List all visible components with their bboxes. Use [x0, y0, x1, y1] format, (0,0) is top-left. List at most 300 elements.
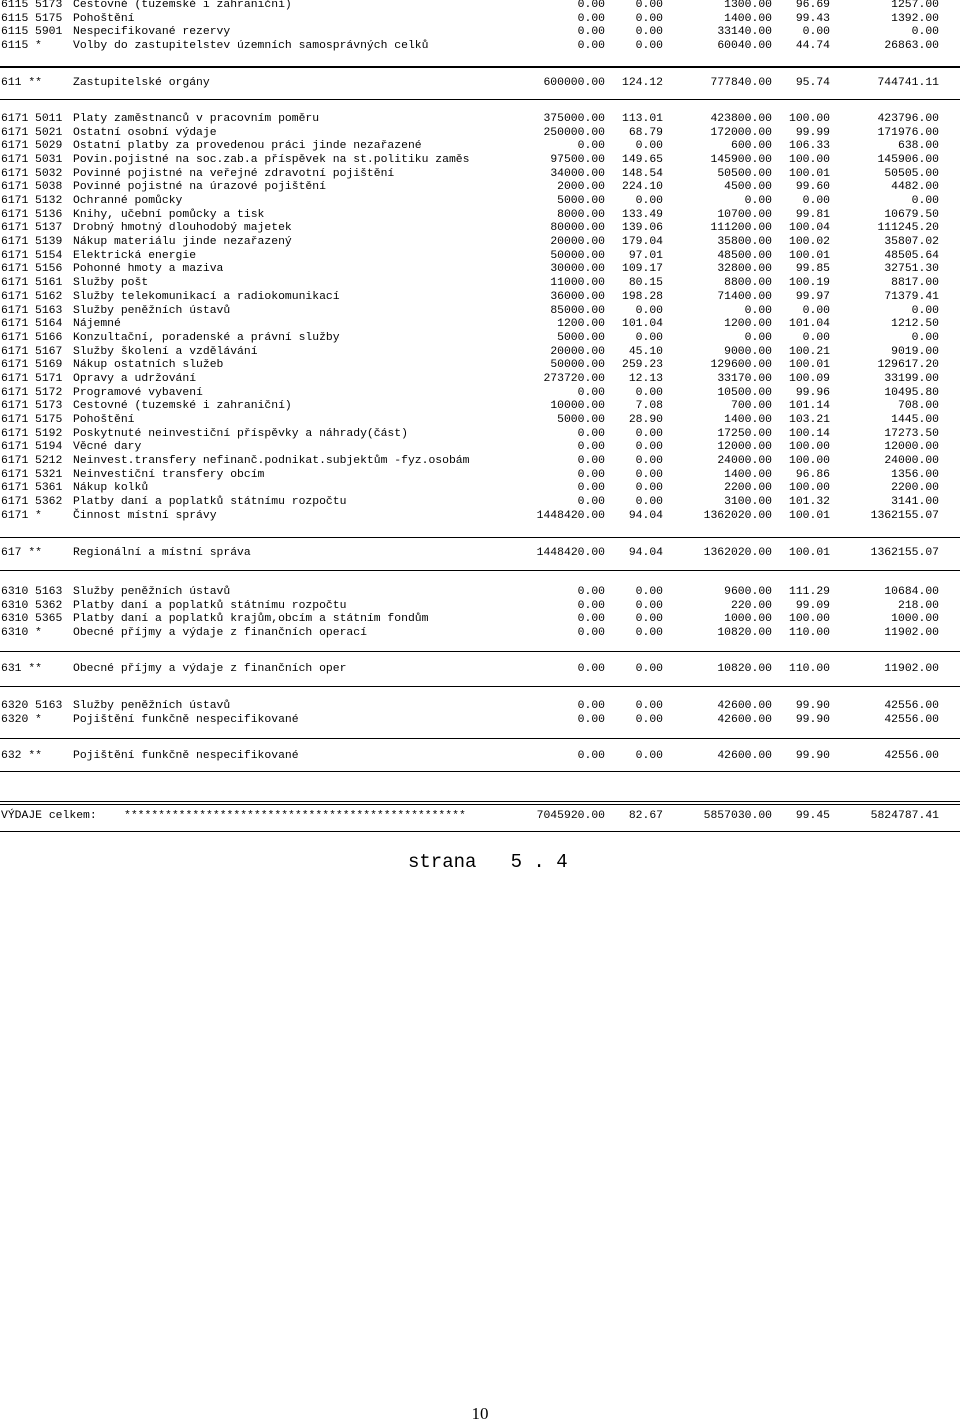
table-row	[0, 209, 960, 222]
actual-spending: 1000.00	[891, 613, 939, 626]
budget-adjusted: 1200.00	[724, 318, 772, 331]
percent-adjusted: 101.14	[788, 400, 830, 413]
paragraph-code: 6310	[1, 613, 29, 626]
budget-approved: 20000.00	[550, 236, 605, 249]
percent-adjusted: 110.00	[788, 663, 830, 675]
budget-adjusted: 1400.00	[724, 413, 772, 426]
budget-adjusted: 9000.00	[724, 345, 772, 358]
budget-approved: 1200.00	[557, 318, 605, 331]
paragraph-code: 6171	[1, 236, 29, 249]
paragraph-code: 6171	[1, 345, 29, 358]
paragraph-code: 6171	[1, 167, 29, 180]
budget-approved: 0.00	[577, 627, 605, 640]
item-code: 5163	[35, 586, 63, 598]
table-row	[0, 0, 960, 12]
percent-approved: 0.00	[635, 140, 663, 153]
budget-adjusted: 0.00	[744, 331, 772, 344]
budget-adjusted: 33170.00	[717, 372, 772, 385]
group-total-row	[0, 750, 960, 763]
paragraph-code: 6171	[1, 304, 29, 317]
budget-approved: 20000.00	[550, 345, 605, 358]
actual-spending: 708.00	[897, 400, 939, 413]
budget-approved: 85000.00	[550, 304, 605, 317]
percent-approved: 12.13	[628, 372, 663, 385]
paragraph-code: 6115	[1, 12, 29, 25]
actual-spending: 26863.00	[884, 40, 939, 53]
budget-approved: 600000.00	[543, 77, 605, 89]
divider	[0, 738, 960, 739]
budget-approved: 0.00	[577, 386, 605, 399]
budget-approved: 0.00	[577, 12, 605, 25]
percent-adjusted: 44.74	[795, 40, 830, 53]
actual-spending: 145906.00	[877, 154, 939, 167]
budget-approved: 50000.00	[550, 359, 605, 372]
actual-spending: 11902.00	[884, 663, 939, 675]
item-name: Volby do zastupitelstev územních samosprávných celků	[73, 40, 429, 53]
budget-approved: 250000.00	[543, 126, 605, 139]
item-name: Cestovné (tuzemské i zahraniční)	[73, 400, 292, 413]
actual-spending: 1362155.07	[870, 547, 939, 559]
budget-adjusted: 35800.00	[717, 236, 772, 249]
budget-adjusted: 50500.00	[717, 167, 772, 180]
item-name: Neinvestiční transfery obcím	[73, 468, 265, 481]
item-name: Poskytnuté neinvestiční příspěvky a náhrady(část)	[73, 427, 408, 440]
divider	[0, 66, 960, 68]
divider	[0, 804, 960, 805]
item-code: 5362	[35, 496, 63, 509]
budget-adjusted: 3100.00	[724, 496, 772, 509]
budget-adjusted: 10820.00	[717, 663, 772, 675]
actual-spending: 1392.00	[891, 12, 939, 25]
paragraph-code: 6171	[1, 126, 29, 139]
budget-approved: 0.00	[577, 613, 605, 626]
table-row	[0, 263, 960, 276]
item-name: Nákup ostatních služeb	[73, 359, 224, 372]
paragraph-code: 6320	[1, 700, 29, 712]
actual-spending: 71379.41	[884, 290, 939, 303]
item-name: Platby daní a poplatků státnímu rozpočtu	[73, 599, 347, 612]
item-code: *	[35, 713, 42, 726]
item-name: Věcné dary	[73, 441, 142, 454]
percent-approved: 149.65	[621, 154, 663, 167]
item-name: Opravy a udržování	[73, 372, 197, 385]
group-total-row	[0, 547, 960, 560]
budget-adjusted: 129600.00	[710, 359, 772, 372]
table-row	[0, 318, 960, 331]
actual-spending: 10495.80	[884, 386, 939, 399]
actual-spending: 17273.50	[884, 427, 939, 440]
percent-adjusted: 100.02	[788, 236, 830, 249]
budget-adjusted: 1400.00	[724, 468, 772, 481]
actual-spending: 50505.00	[884, 167, 939, 180]
paragraph-code: 6171	[1, 372, 29, 385]
item-code: 5029	[35, 140, 63, 153]
actual-spending: 1362155.07	[870, 509, 939, 522]
item-name: Neinvest.transfery nefinanč.podnikat.subjektům -fyz.osobám	[73, 455, 470, 467]
budget-adjusted: 145900.00	[710, 154, 772, 167]
table-row	[0, 428, 960, 441]
budget-approved: 2000.00	[557, 181, 605, 194]
percent-approved: 0.00	[635, 455, 663, 467]
percent-adjusted: 100.00	[788, 613, 830, 626]
budget-adjusted: 17250.00	[717, 427, 772, 440]
percent-approved: 0.00	[635, 750, 663, 762]
paragraph-code: 6171	[1, 140, 29, 153]
grand-total-row	[0, 810, 960, 823]
budget-approved: 0.00	[577, 427, 605, 440]
percent-approved: 0.00	[635, 586, 663, 598]
budget-adjusted: 4500.00	[724, 181, 772, 194]
paragraph-code: 6171	[1, 441, 29, 454]
actual-spending: 423796.00	[877, 113, 939, 125]
percent-adjusted: 99.60	[795, 181, 830, 194]
percent-adjusted: 100.00	[788, 441, 830, 454]
percent-adjusted: 99.90	[795, 750, 830, 762]
paragraph-code: 6115	[1, 40, 29, 53]
table-row	[0, 236, 960, 249]
budget-approved: 0.00	[577, 663, 605, 675]
group-code: 611 **	[1, 77, 43, 89]
budget-approved: 0.00	[577, 599, 605, 612]
budget-approved: 34000.00	[550, 167, 605, 180]
percent-adjusted: 100.00	[788, 482, 830, 495]
table-row	[0, 305, 960, 318]
group-code: 617 **	[1, 547, 43, 559]
percent-adjusted: 96.69	[795, 0, 830, 11]
table-row	[0, 482, 960, 495]
page-section-label: strana 5 . 4	[408, 851, 568, 873]
percent-approved: 7.08	[635, 400, 663, 413]
table-row	[0, 613, 960, 626]
percent-adjusted: 99.90	[795, 713, 830, 726]
actual-spending: 8817.00	[891, 277, 939, 290]
table-row	[0, 700, 960, 713]
divider	[0, 99, 960, 100]
percent-adjusted: 99.99	[795, 126, 830, 139]
percent-approved: 0.00	[635, 700, 663, 712]
group-total-row	[0, 663, 960, 676]
paragraph-code: 6171	[1, 359, 29, 372]
percent-approved: 133.49	[621, 208, 663, 221]
paragraph-code: 6171	[1, 249, 29, 262]
percent-adjusted: 0.00	[802, 195, 830, 208]
item-name: Zastupitelské orgány	[73, 77, 210, 89]
item-code: 5194	[35, 441, 63, 454]
item-name: Nájemné	[73, 318, 121, 331]
paragraph-code: 6171	[1, 195, 29, 208]
percent-approved: 0.00	[635, 663, 663, 675]
item-name: Pohoštění	[73, 12, 135, 25]
budget-approved: 7045920.00	[536, 810, 605, 822]
paragraph-code: 6310	[1, 599, 29, 612]
percent-adjusted: 99.85	[795, 263, 830, 276]
item-code: 5162	[35, 290, 63, 303]
budget-adjusted: 42600.00	[717, 700, 772, 712]
actual-spending: 0.00	[911, 304, 939, 317]
item-code: *	[35, 40, 42, 53]
percent-adjusted: 100.01	[788, 167, 830, 180]
budget-adjusted: 12000.00	[717, 441, 772, 454]
actual-spending: 35807.02	[884, 236, 939, 249]
item-code: 5163	[35, 304, 63, 317]
item-name: Ostatní platby za provedenou práci jinde nezařazené	[73, 140, 422, 153]
divider	[0, 570, 960, 571]
actual-spending: 2200.00	[891, 482, 939, 495]
table-row	[0, 469, 960, 482]
item-code: 5172	[35, 386, 63, 399]
divider	[0, 686, 960, 687]
budget-adjusted: 423800.00	[710, 113, 772, 125]
paragraph-code: 6171	[1, 113, 29, 125]
budget-adjusted: 1362020.00	[703, 547, 772, 559]
percent-approved: 0.00	[635, 12, 663, 25]
item-code: 5139	[35, 236, 63, 249]
item-name: Služby telekomunikací a radiokomunikací	[73, 290, 340, 303]
percent-adjusted: 99.97	[795, 290, 830, 303]
budget-approved: 30000.00	[550, 263, 605, 276]
item-name: Knihy, učební pomůcky a tisk	[73, 208, 265, 221]
table-row	[0, 359, 960, 372]
group-total-row	[0, 77, 960, 90]
actual-spending: 12000.00	[884, 441, 939, 454]
table-row	[0, 400, 960, 413]
percent-adjusted: 99.09	[795, 599, 830, 612]
item-name: Nespecifikované rezervy	[73, 26, 231, 39]
table-row	[0, 414, 960, 427]
paragraph-code: 6171	[1, 181, 29, 194]
budget-approved: 0.00	[577, 496, 605, 509]
page-number: 10	[471, 1404, 489, 1423]
actual-spending: 1257.00	[891, 0, 939, 11]
table-row	[0, 714, 960, 727]
table-row	[0, 291, 960, 304]
item-name: Služby peněžních ústavů	[73, 586, 231, 598]
table-row	[0, 26, 960, 39]
item-code: 5166	[35, 331, 63, 344]
budget-approved: 97500.00	[550, 154, 605, 167]
budget-approved: 375000.00	[543, 113, 605, 125]
percent-adjusted: 0.00	[802, 331, 830, 344]
budget-adjusted: 24000.00	[717, 455, 772, 467]
percent-adjusted: 99.45	[795, 810, 830, 822]
budget-adjusted: 1362020.00	[703, 509, 772, 522]
table-row	[0, 195, 960, 208]
item-code: 5154	[35, 249, 63, 262]
percent-approved: 0.00	[635, 496, 663, 509]
actual-spending: 5824787.41	[870, 810, 939, 822]
budget-adjusted: 10500.00	[717, 386, 772, 399]
percent-approved: 28.90	[628, 413, 663, 426]
percent-approved: 0.00	[635, 468, 663, 481]
budget-approved: 0.00	[577, 26, 605, 39]
budget-approved: 0.00	[577, 713, 605, 726]
item-code: 5321	[35, 468, 63, 481]
paragraph-code: 6171	[1, 386, 29, 399]
budget-adjusted: 1300.00	[724, 0, 772, 11]
percent-adjusted: 99.90	[795, 700, 830, 712]
item-name: Nákup kolků	[73, 482, 149, 495]
item-code: *	[35, 509, 42, 522]
divider	[0, 831, 960, 832]
percent-adjusted: 101.04	[788, 318, 830, 331]
actual-spending: 129617.20	[877, 359, 939, 372]
actual-spending: 111245.20	[877, 222, 939, 235]
budget-approved: 36000.00	[550, 290, 605, 303]
paragraph-code: 6171	[1, 208, 29, 221]
budget-adjusted: 71400.00	[717, 290, 772, 303]
paragraph-code: 6171	[1, 413, 29, 426]
actual-spending: 10684.00	[884, 586, 939, 598]
budget-approved: 50000.00	[550, 249, 605, 262]
item-name: Platby daní a poplatků krajům,obcím a státním fondům	[73, 613, 429, 626]
percent-adjusted: 110.00	[788, 627, 830, 640]
percent-adjusted: 96.86	[795, 468, 830, 481]
percent-adjusted: 95.74	[795, 77, 830, 89]
percent-approved: 0.00	[635, 304, 663, 317]
item-name: Povinné pojistné na veřejné zdravotní pojištění	[73, 167, 395, 180]
actual-spending: 0.00	[911, 26, 939, 39]
budget-approved: 0.00	[577, 468, 605, 481]
budget-approved: 5000.00	[557, 331, 605, 344]
percent-approved: 94.04	[628, 547, 663, 559]
item-name: Konzultační, poradenské a právní služby	[73, 331, 340, 344]
actual-spending: 42556.00	[884, 700, 939, 712]
percent-adjusted: 111.29	[788, 586, 830, 598]
table-row	[0, 168, 960, 181]
actual-spending: 48505.64	[884, 249, 939, 262]
group-code: 631 **	[1, 663, 43, 675]
divider	[0, 651, 960, 652]
paragraph-code: 6115	[1, 0, 29, 11]
table-row	[0, 627, 960, 640]
percent-approved: 0.00	[635, 386, 663, 399]
paragraph-code: 6171	[1, 263, 29, 276]
table-row	[0, 441, 960, 454]
budget-approved: 1448420.00	[536, 547, 605, 559]
item-code: 5362	[35, 599, 63, 612]
item-code: 5011	[35, 113, 63, 125]
budget-approved: 0.00	[577, 482, 605, 495]
item-code: 5136	[35, 208, 63, 221]
budget-adjusted: 1400.00	[724, 12, 772, 25]
item-name: Elektrická energie	[73, 249, 197, 262]
item-name: Povin.pojistné na soc.zab.a příspěvek na st.politiku zaměs	[73, 154, 470, 167]
item-name: Obecné příjmy a výdaje z finančních operací	[73, 627, 367, 640]
budget-approved: 0.00	[577, 40, 605, 53]
budget-adjusted: 777840.00	[710, 77, 772, 89]
item-name: Ostatní osobní výdaje	[73, 126, 217, 139]
item-code: 5021	[35, 126, 63, 139]
percent-approved: 0.00	[635, 0, 663, 11]
paragraph-code: 6171	[1, 509, 29, 522]
percent-adjusted: 103.21	[788, 413, 830, 426]
percent-adjusted: 99.96	[795, 386, 830, 399]
budget-adjusted: 111200.00	[710, 222, 772, 235]
percent-adjusted: 100.01	[788, 509, 830, 522]
item-code: 5032	[35, 167, 63, 180]
divider	[0, 537, 960, 538]
paragraph-code: 6171	[1, 496, 29, 509]
item-code: 5031	[35, 154, 63, 167]
percent-adjusted: 100.14	[788, 427, 830, 440]
budget-adjusted: 0.00	[744, 304, 772, 317]
budget-approved: 0.00	[577, 586, 605, 598]
budget-adjusted: 10700.00	[717, 208, 772, 221]
percent-approved: 124.12	[621, 77, 663, 89]
percent-adjusted: 100.00	[788, 154, 830, 167]
actual-spending: 744741.11	[877, 77, 939, 89]
budget-adjusted: 220.00	[730, 599, 772, 612]
actual-spending: 4482.00	[891, 181, 939, 194]
budget-adjusted: 0.00	[744, 195, 772, 208]
percent-adjusted: 100.21	[788, 345, 830, 358]
budget-adjusted: 48500.00	[717, 249, 772, 262]
budget-approved: 273720.00	[543, 372, 605, 385]
budget-approved: 0.00	[577, 750, 605, 762]
table-row	[0, 387, 960, 400]
percent-adjusted: 100.00	[788, 113, 830, 125]
percent-adjusted: 99.43	[795, 12, 830, 25]
paragraph-code: 6115	[1, 26, 29, 39]
percent-approved: 0.00	[635, 331, 663, 344]
percent-approved: 0.00	[635, 627, 663, 640]
actual-spending: 10679.50	[884, 208, 939, 221]
percent-approved: 82.67	[628, 810, 663, 822]
paragraph-code: 6171	[1, 331, 29, 344]
item-code: 5173	[35, 400, 63, 413]
grand-total-label: VÝDAJE celkem:	[1, 810, 97, 822]
budget-adjusted: 172000.00	[710, 126, 772, 139]
divider	[0, 771, 960, 772]
item-name: Pojištění funkčně nespecifikované	[73, 713, 299, 726]
table-row	[0, 250, 960, 263]
percent-approved: 97.01	[628, 249, 663, 262]
percent-approved: 68.79	[628, 126, 663, 139]
grand-total-stars: **************************************************	[124, 810, 466, 822]
item-code: 5212	[35, 455, 63, 467]
budget-adjusted: 5857030.00	[703, 810, 772, 822]
budget-approved: 8000.00	[557, 208, 605, 221]
actual-spending: 1445.00	[891, 413, 939, 426]
percent-approved: 94.04	[628, 509, 663, 522]
actual-spending: 171976.00	[877, 126, 939, 139]
item-code: *	[35, 627, 42, 640]
paragraph-code: 6320	[1, 713, 29, 726]
percent-approved: 148.54	[621, 167, 663, 180]
budget-adjusted: 42600.00	[717, 713, 772, 726]
actual-spending: 32751.30	[884, 263, 939, 276]
table-row	[0, 154, 960, 167]
table-row	[0, 222, 960, 235]
item-name: Činnost místní správy	[73, 509, 217, 522]
percent-approved: 0.00	[635, 613, 663, 626]
percent-approved: 0.00	[635, 195, 663, 208]
budget-adjusted: 700.00	[730, 400, 772, 413]
actual-spending: 42556.00	[884, 713, 939, 726]
actual-spending: 9019.00	[891, 345, 939, 358]
item-name: Pojištění funkčně nespecifikované	[73, 750, 299, 762]
item-name: Služby školení a vzdělávání	[73, 345, 258, 358]
actual-spending: 33199.00	[884, 372, 939, 385]
percent-approved: 45.10	[628, 345, 663, 358]
budget-adjusted: 32800.00	[717, 263, 772, 276]
divider	[0, 801, 960, 802]
item-name: Drobný hmotný dlouhodobý majetek	[73, 222, 292, 235]
percent-approved: 113.01	[621, 113, 663, 125]
table-row	[0, 373, 960, 386]
item-code: 5173	[35, 0, 63, 11]
percent-adjusted: 100.09	[788, 372, 830, 385]
